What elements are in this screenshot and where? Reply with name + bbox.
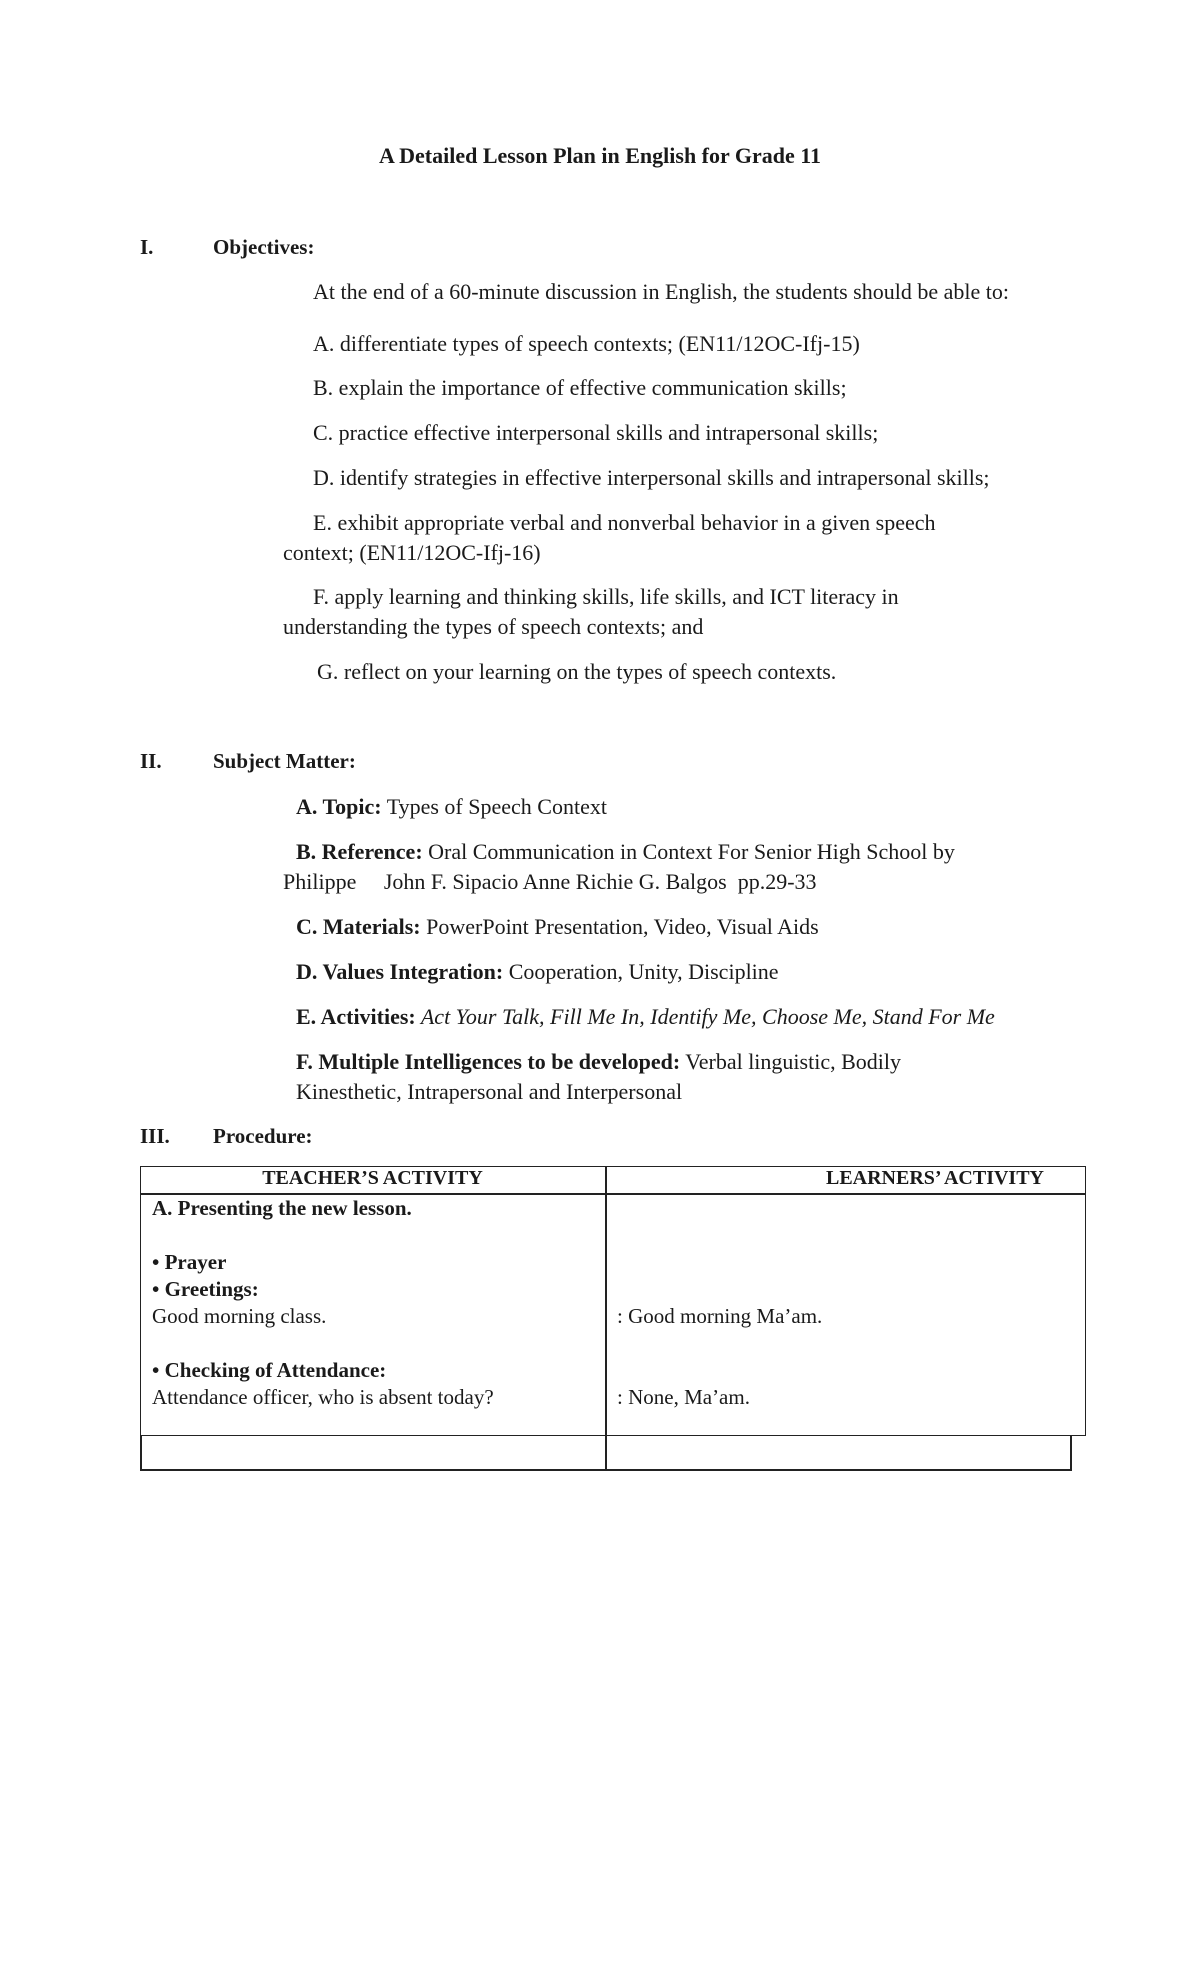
values-value: Cooperation, Unity, Discipline [503, 959, 779, 984]
teacher-greeting-text: Good morning class. [152, 1304, 327, 1328]
objective-item-continuation: context; (EN11/12OC-Ifj-16) [283, 540, 541, 565]
materials-value: PowerPoint Presentation, Video, Visual Aids [420, 914, 819, 939]
procedure-prayer: • Prayer [152, 1250, 227, 1274]
column-header-teacher: TEACHER’S ACTIVITY [262, 1167, 483, 1189]
teacher-attendance-text: Attendance officer, who is absent today? [152, 1385, 494, 1409]
section-number-procedure: III. [140, 1124, 170, 1148]
table-header-divider [140, 1193, 1086, 1195]
section-heading-procedure: Procedure: [213, 1124, 313, 1148]
objective-item: C. practice effective interpersonal skills and intrapersonal skills; [313, 420, 879, 445]
subject-mi-continuation: Kinesthetic, Intrapersonal and Interpersonal [296, 1079, 683, 1104]
document-title: A Detailed Lesson Plan in English for Grade 11 [378, 143, 822, 168]
objective-item: G. reflect on your learning on the types of speech contexts. [317, 659, 837, 684]
learner-attendance-text: : None, Ma’am. [617, 1385, 750, 1409]
subject-reference-continuation: Philippe John F. Sipacio Anne Richie G. Balgos pp.29-33 [283, 869, 817, 894]
empty-row-left-border [140, 1436, 142, 1470]
subject-multiple-intelligences [296, 1049, 901, 1075]
section-number-subject-matter: II. [140, 749, 162, 773]
table-column-divider [605, 1166, 607, 1470]
section-number-objectives: I. [140, 235, 154, 259]
objective-item: F. apply learning and thinking skills, life skills, and ICT literacy in [313, 584, 899, 609]
reference-value: Oral Communication in Context For Senior High School by [422, 839, 955, 864]
empty-row-right-border [1070, 1436, 1072, 1470]
objective-item: E. exhibit appropriate verbal and nonverbal behavior in a given speech [313, 510, 936, 535]
empty-row-bottom-border [140, 1469, 1072, 1471]
objective-item-continuation: understanding the types of speech contexts; and [283, 614, 704, 639]
subject-topic [296, 794, 607, 820]
topic-label: A. Topic: [296, 794, 382, 819]
objectives-intro: At the end of a 60-minute discussion in English, the students should be able to: [313, 279, 1009, 304]
column-header-learner [606, 1167, 1086, 1190]
activities-label: E. Activities: [296, 1004, 416, 1029]
materials-label: C. Materials: [296, 914, 421, 939]
learner-greeting-text: : Good morning Ma’am. [617, 1304, 823, 1328]
subject-materials [296, 914, 819, 940]
subject-values-integration [296, 959, 779, 985]
reference-label: B. Reference: [296, 839, 423, 864]
values-label: D. Values Integration: [296, 959, 504, 984]
procedure-attendance: • Checking of Attendance: [152, 1358, 387, 1382]
mi-label: F. Multiple Intelligences to be developed: [296, 1049, 681, 1074]
procedure-greetings: • Greetings: [152, 1277, 259, 1301]
procedure-section-a: A. Presenting the new lesson. [152, 1196, 412, 1220]
section-heading-subject-matter: Subject Matter: [213, 749, 356, 773]
topic-value: Types of Speech Context [381, 794, 607, 819]
mi-value: Verbal linguistic, Bodily [680, 1049, 901, 1074]
objective-item: B. explain the importance of effective communication skills; [313, 375, 847, 400]
objective-item: D. identify strategies in effective interpersonal skills and intrapersonal skills; [313, 465, 990, 490]
subject-activities [296, 1004, 995, 1030]
activities-value: Act Your Talk, Fill Me In, Identify Me, Choose Me, Stand For Me [415, 1004, 995, 1029]
objective-item: A. differentiate types of speech contexts; (EN11/12OC-Ifj-15) [313, 331, 860, 356]
column-header-learner-label: LEARNERS’ ACTIVITY [825, 1167, 1044, 1189]
section-heading-objectives: Objectives: [213, 235, 315, 259]
subject-reference [296, 839, 955, 865]
